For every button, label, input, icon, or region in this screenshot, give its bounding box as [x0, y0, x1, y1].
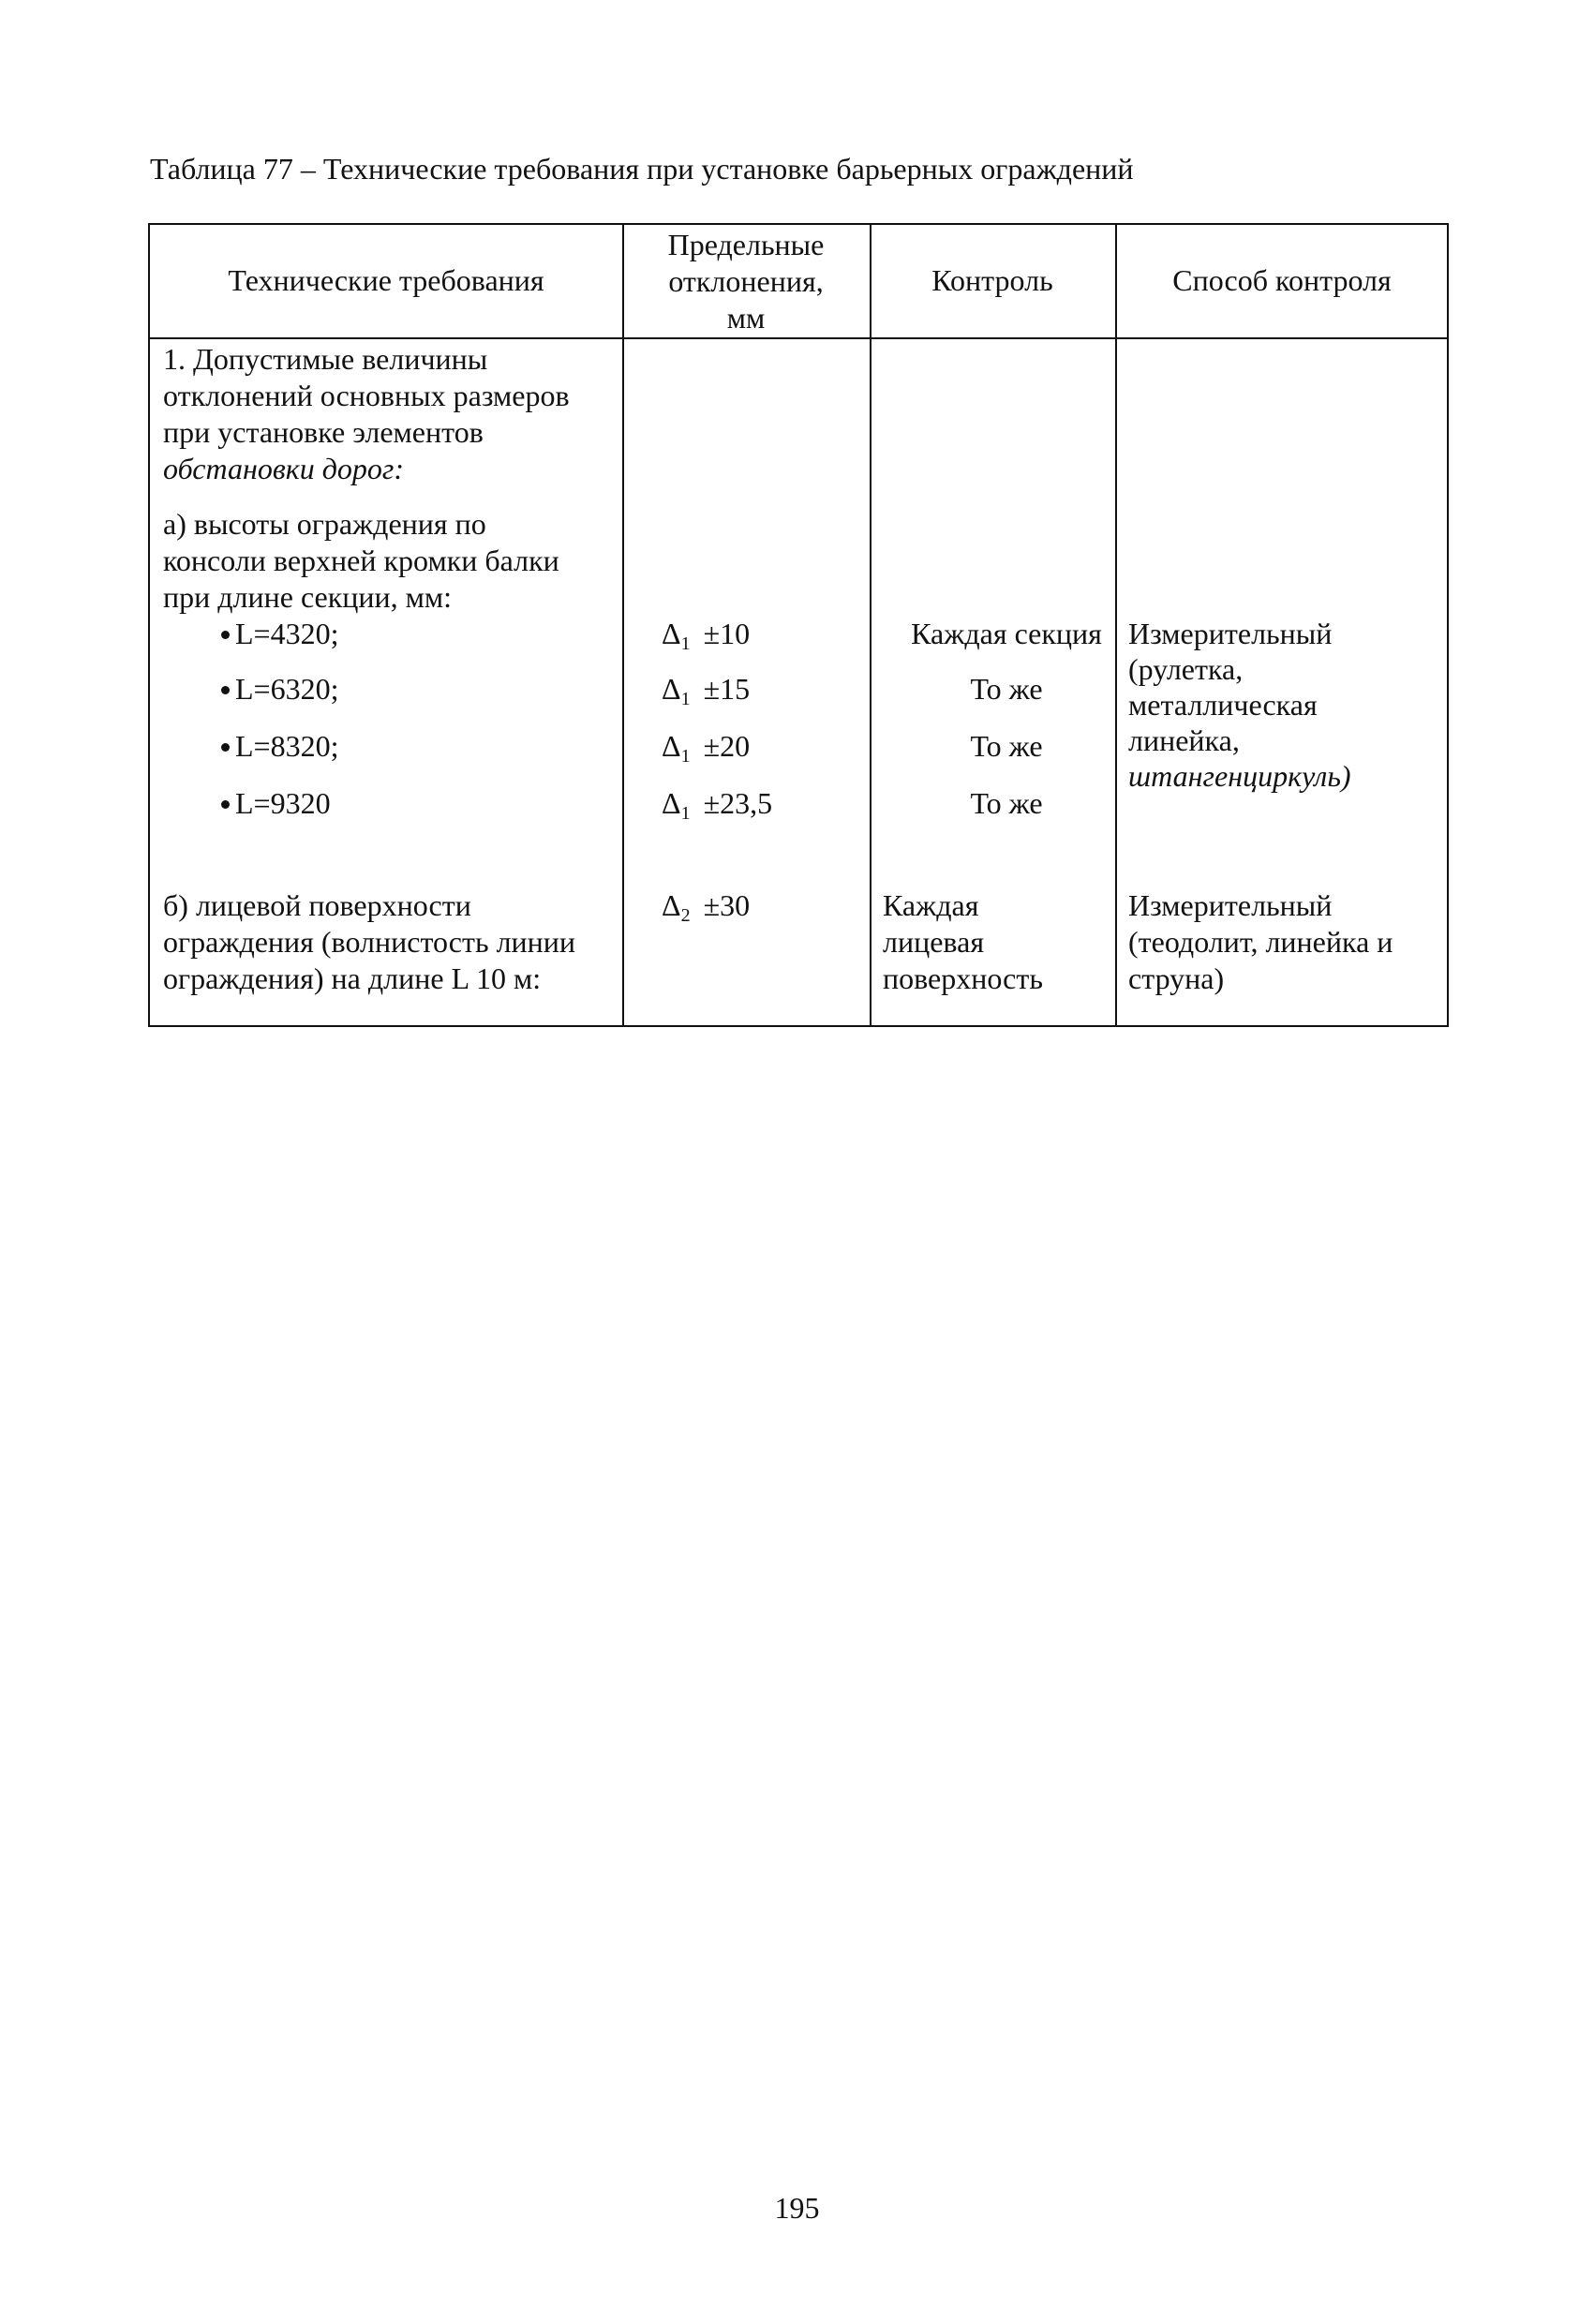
deviation-value: Δ1 ±23,5 — [662, 786, 773, 824]
control-value: То же — [970, 672, 1043, 706]
deviation-value: Δ1 ±10 — [662, 617, 751, 654]
table-caption: Таблица 77 – Технические требования при установке барьерных ограждений — [150, 152, 1134, 186]
bullet-icon — [221, 686, 230, 694]
control-value: То же — [970, 786, 1043, 820]
header-divider — [150, 337, 1447, 339]
deviation-value: Δ2 ±30 — [662, 888, 751, 926]
row-b-text: б) лицевой поверхности ограждения (волнистость линии ограждения) на длине L 10 м: — [163, 888, 576, 995]
list-item: L=9320 — [221, 785, 331, 822]
column-divider — [870, 225, 871, 1025]
deviation-value: Δ1 ±20 — [662, 729, 751, 767]
bullet-icon — [221, 800, 230, 809]
list-item: L=8320; — [221, 728, 338, 765]
list-item: L=4320; — [221, 616, 338, 652]
bullet-icon — [221, 631, 230, 639]
bullet-icon — [221, 743, 230, 752]
row-b-method: Измерительный (теодолит, линейка и струна) — [1128, 888, 1393, 995]
control-value: То же — [970, 729, 1043, 763]
header-control: Контроль — [931, 263, 1053, 297]
control-value: Каждая секция — [911, 617, 1102, 650]
header-technical-requirements: Технические требования — [228, 263, 544, 297]
section-1-text: 1. Допустимые величины отклонений основных размеров при установке элементов обстановки дорог: — [163, 342, 570, 485]
deviation-value: Δ1 ±15 — [662, 672, 751, 709]
row-a-method: Измерительный (рулетка, металлическая линейка, штангенциркуль) — [1128, 617, 1351, 793]
row-a-text: а) высоты ограждения по консоли верхней кромки балки при длине секции, мм: — [163, 507, 559, 614]
header-limit-deviations: Предельные отклонения, мм — [667, 228, 825, 335]
page-number: 195 — [774, 2191, 820, 2225]
requirements-table — [148, 223, 1449, 1027]
header-control-method: Способ контроля — [1172, 263, 1392, 297]
row-b-control: Каждая лицевая поверхность — [883, 888, 1043, 995]
list-item: L=6320; — [221, 671, 338, 708]
column-divider — [622, 225, 624, 1025]
